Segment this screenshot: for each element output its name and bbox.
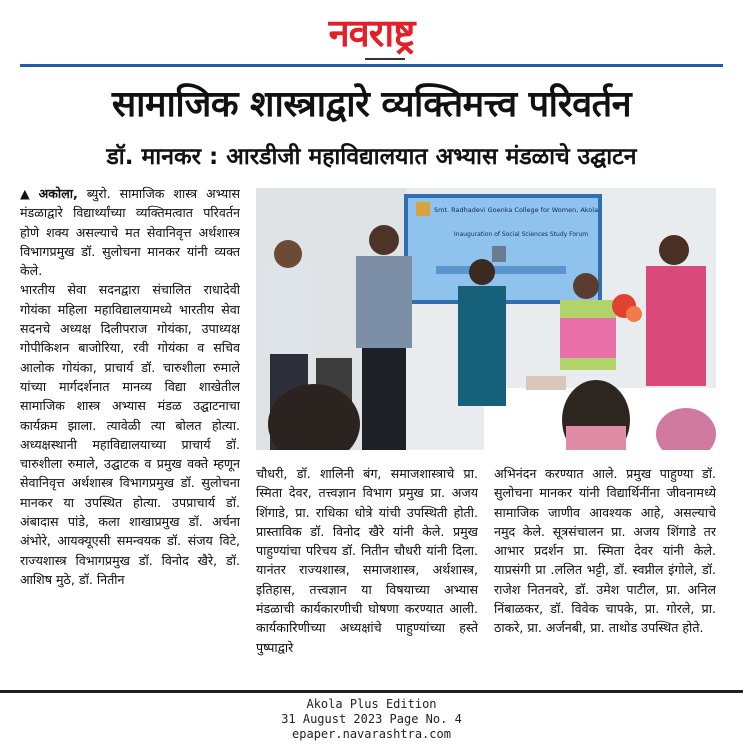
edition-name: Akola Plus Edition: [306, 697, 437, 711]
article-column-3: [494, 464, 716, 694]
body-paragraph: चौधरी, डॉ. शालिनी बंग, समाजशास्त्राचे प्रा. स्मिता देवर, तत्त्वज्ञान विभाग प्रमुख प्रा. अजय शिंगाडे, प्रा. राधिका धोत्रे यांची उपस्थिती होती. प्रास्ताविक डॉ. विनोद खैरे यांनी केले. प्रमुख पाहुण्यांचा परिचय डॉ. नितीन चौधरी यांनी दिला. यानंतर राज्यशास्त्र, समाजशास्त्र, अर्थशास्त्र, इतिहास, तत्त्वज्ञान या विषयाच्या अभ्यास मंडळाची कार्यकारणीची घोषणा करण्यात आली. कार्यकारिणीच्या अध्यक्षांचे पाहुण्यांच्या हस्ते पुष्पाद्वारे: [256, 466, 478, 655]
event-photo-illustration: [256, 188, 716, 450]
masthead-accent-rule: [365, 58, 405, 60]
edition-date-page: 31 August 2023 Page No. 4: [281, 712, 462, 726]
article-column-2: [256, 464, 478, 694]
lead-text: ब्युरो. सामाजिक शास्त्र अभ्यास मंडळाद्वारे विद्यार्थ्यांच्या व्यक्तिमत्वात परिवर्तन होणे शक्य असल्याचे मत सेवानिवृत्त अर्थशास्त्र विभागप्रमुख डॉ. सुलोचना मानकर यांनी व्यक्त केले.: [20, 186, 240, 279]
edition-footer: [0, 697, 743, 742]
event-photo: [256, 188, 716, 450]
lead-paragraph: [20, 184, 240, 280]
dateline: अकोला,: [38, 186, 78, 201]
masthead-rule: [20, 64, 723, 67]
screen-subtitle: Inauguration of Social Sciences Study Forum: [454, 231, 589, 238]
body-paragraph: भारतीय सेवा सदनद्वारा संचालित राधादेवी गोयंका महिला महाविद्यालयामध्ये भारतीय सेवा सदनचे अध्यक्ष दिलीपराज गोयंका, उपाध्यक्ष गोपीकिशन बाजोरिया, रवी गोयंका व सचिव आलोक गोयंका, प्राचार्य डॉ. चारुशीला रुमाले यांच्या मार्गदर्शनात मानव्य विद्या शाखेतील सामाजिक शास्त्र अभ्यास मंडळ उद्घाटनाचा कार्यक्रम झाला. त्यावेळी त्या बोलत होत्या. अध्यक्षस्थानी महाविद्यालयाच्या प्राचार्य डॉ. चारुशीला रुमाले, उद्घाटक व प्रमुख वक्ते म्हणून सेवानिवृत्त अर्थशास्त्र विभागप्रमुख डॉ. सुलोचना मानकर या उपस्थित होत्या. उपप्राचार्य डॉ. अंबादास पांडे, कला शाखाप्रमुख डॉ. अर्चना अंभोरे, आयक्यूएसी समन्वयक डॉ. संजय विटे, राज्यशास्त्र विभागप्रमुख डॉ. विनोद खैरे, डॉ. आशिष मुठे, डॉ. नितीन: [20, 282, 240, 587]
article-subheadline: डॉ. मानकर : आरडीजी महाविद्यालयात अभ्यास मंडळाचे उद्घाटन: [106, 144, 637, 170]
footer-rule: [0, 690, 743, 693]
body-paragraph: अभिनंदन करण्यात आले. प्रमुख पाहुण्या डॉ. सुलोचना मानकर यांनी विद्यार्थिनींना जीवनामध्ये सामाजिक जाणीव आवश्यक आहे, असल्याचे नमुद केले. सूत्रसंचालन प्रा. अजय शिंगाडे तर आभार प्रदर्शन प्रा. स्मिता देवर यांनी केले. याप्रसंगी प्रा .ललित भट्टी, डॉ. स्वप्नील इंगोले, डॉ. राजेश नितनवरे, डॉ. उमेश पाटील, प्रा. अनिल निंबाळकर, डॉ. विवेक चापके, प्रा. गोरले, प्रा. ठाकरे, प्रा. अर्जनबी, प्रा. ताथोड उपस्थित होते.: [494, 466, 716, 636]
masthead: [0, 0, 743, 68]
epaper-site-link[interactable]: epaper.navarashtra.com: [292, 727, 451, 741]
newspaper-logo: नवराष्ट्र: [328, 11, 415, 55]
article-column-1: [20, 184, 240, 694]
triangle-marker-icon: ▲: [20, 186, 35, 201]
article-headline: सामाजिक शास्त्राद्वारे व्यक्तिमत्त्व परिवर्तन: [111, 84, 632, 125]
screen-title: Smt. Radhadevi Goenka College for Women, Akola: [434, 206, 599, 214]
